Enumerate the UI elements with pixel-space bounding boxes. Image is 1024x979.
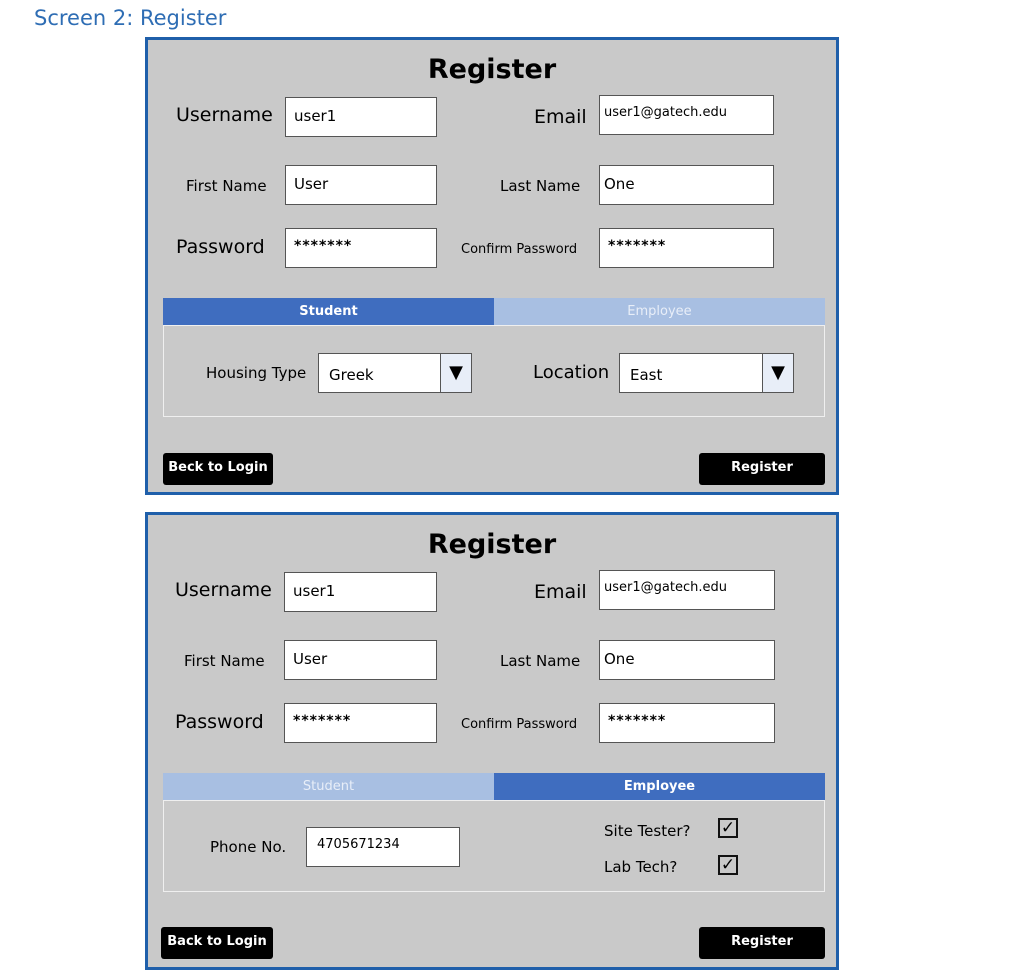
form-title: Register — [427, 54, 557, 85]
page-heading: Screen 2: Register — [34, 6, 227, 30]
student-tab-panel — [163, 325, 825, 417]
tab-student[interactable]: Student — [163, 773, 494, 800]
location-value: East — [630, 366, 663, 384]
email-field[interactable]: user1@gatech.edu — [599, 570, 775, 610]
phone-label: Phone No. — [210, 838, 287, 856]
last-name-label: Last Name — [500, 177, 581, 195]
employee-tab-panel — [163, 800, 825, 892]
email-label: Email — [534, 106, 587, 128]
location-select[interactable] — [619, 353, 794, 393]
username-label: Username — [175, 579, 272, 601]
housing-type-select[interactable] — [318, 353, 472, 393]
password-field[interactable]: ******* — [284, 703, 437, 743]
register-button[interactable]: Register — [699, 453, 825, 485]
back-to-login-button[interactable]: Back to Login — [161, 927, 273, 959]
email-label: Email — [534, 581, 587, 603]
last-name-label: Last Name — [500, 652, 581, 670]
housing-type-label: Housing Type — [206, 364, 307, 382]
email-field[interactable]: user1@gatech.edu — [599, 95, 774, 135]
password-field[interactable]: ******* — [285, 228, 437, 268]
confirm-password-label: Confirm Password — [461, 717, 578, 732]
role-tabs — [163, 298, 825, 325]
housing-type-value: Greek — [329, 366, 374, 384]
role-tabs — [163, 773, 825, 800]
lab-tech-label: Lab Tech? — [604, 858, 678, 876]
username-field[interactable]: user1 — [285, 97, 437, 137]
phone-field[interactable]: 4705671234 — [306, 827, 460, 867]
dropdown-arrow-icon[interactable]: ▼ — [762, 354, 793, 392]
site-tester-checkbox[interactable]: ✓ — [718, 818, 738, 838]
confirm-password-label: Confirm Password — [461, 242, 578, 257]
tab-employee[interactable]: Employee — [494, 773, 825, 800]
form-title: Register — [427, 529, 557, 560]
username-label: Username — [176, 104, 273, 126]
last-name-field[interactable]: One — [599, 165, 774, 205]
back-to-login-button[interactable]: Beck to Login — [163, 453, 273, 485]
tab-student[interactable]: Student — [163, 298, 494, 325]
confirm-password-field[interactable]: ******* — [599, 228, 774, 268]
lab-tech-checkbox[interactable]: ✓ — [718, 855, 738, 875]
register-form-student — [145, 37, 839, 495]
first-name-field[interactable]: User — [285, 165, 437, 205]
confirm-password-field[interactable]: ******* — [599, 703, 775, 743]
password-label: Password — [176, 236, 265, 258]
username-field[interactable]: user1 — [284, 572, 437, 612]
register-form-employee — [145, 512, 839, 970]
tab-employee[interactable]: Employee — [494, 298, 825, 325]
dropdown-arrow-icon[interactable]: ▼ — [440, 354, 471, 392]
site-tester-label: Site Tester? — [604, 822, 691, 840]
first-name-field[interactable]: User — [284, 640, 437, 680]
last-name-field[interactable]: One — [599, 640, 775, 680]
first-name-label: First Name — [184, 652, 265, 670]
location-label: Location — [533, 362, 610, 383]
register-button[interactable]: Register — [699, 927, 825, 959]
first-name-label: First Name — [186, 177, 267, 195]
password-label: Password — [175, 711, 264, 733]
